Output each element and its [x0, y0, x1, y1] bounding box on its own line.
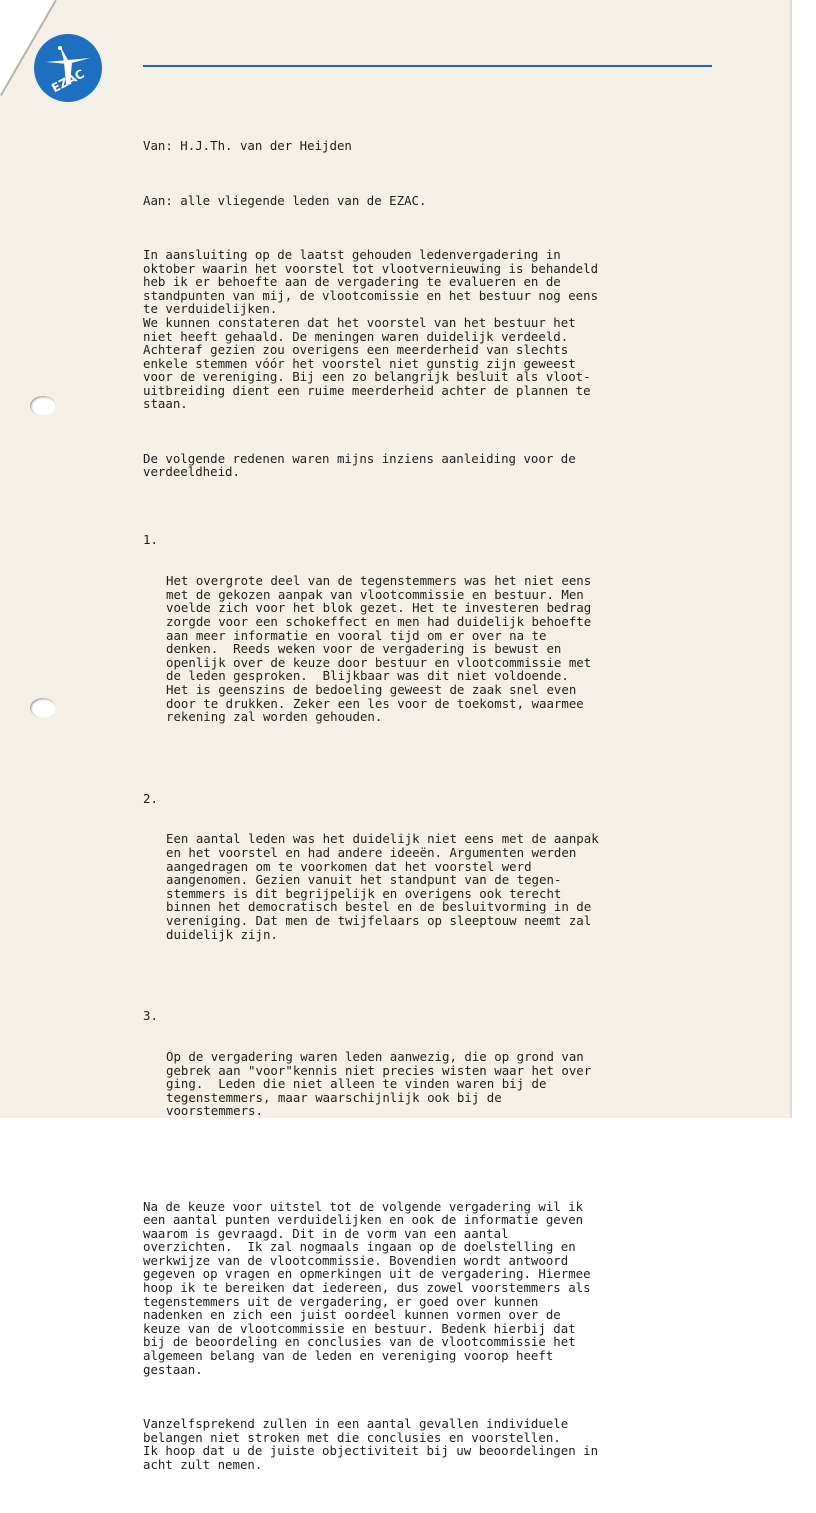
reason-text: Een aantal leden was het duidelijk niet eens met de aanpak en het voorstel en had andere ideeën. Argumenten werden aangedragen om te voorkomen dat het voorstel werd aangenomen. Gezien vanuit het standpunt van de tegen- stemmers is dit begrijpelijk en overigens ook terecht binnen het democratisch bestel en de besluitvorming in de vereniging. Dat men de twijfelaars op sleeptouw neemt zal duidelijk zijn.: [166, 831, 599, 942]
reason-number: 3.: [143, 1008, 158, 1024]
reasons-intro: De volgende redenen waren mijns inziens aanleiding voor de verdeeldheid.: [143, 450, 576, 480]
letter-body: [143, 112, 743, 1512]
followup-paragraph: Na de keuze voor uitstel tot de volgende vergadering wil ik een aantal punten verduidelijken en ook de informatie geven waarom is gevraagd. Dit in de vorm van een aantal overzichten. Ik zal nogmaals ingaan op de doelstelling en werkwijze van de vlootcommissie. Bovendien wordt antwoord gegeven op vragen en opmerkingen uit de vergadering. Hiermee hoop ik te bereiken dat iedereen, dus zowel voorstemmers als tegenstemmers uit de vergadering, er goed over kunnen nadenken en zich een juist oordeel kunnen vormen over de keuze van de vlootcommissie en bestuur. Bedenk hierbij dat bij de beoordeling en conclusies van de vlootcommissie het algemeen belang van de leden en vereniging voorop heeft gestaan.: [143, 1198, 591, 1377]
closing-paragraph: Vanzelfsprekend zullen in een aantal gevallen individuele belangen niet stroken met die conclusies en voorstellen. Ik hoop dat u de juiste objectiviteit bij uw beoordelingen in acht zult nemen.: [143, 1416, 599, 1472]
ezac-logo: [34, 34, 102, 102]
reason-item: [143, 1009, 743, 1145]
punch-hole-bottom: [30, 698, 56, 718]
reason-number: 1.: [143, 532, 158, 548]
reason-text: Op de vergadering waren leden aanwezig, die op grond van gebrek aan "voor"kennis niet precies wisten waar het over ging. Leden die niet alleen te vinden waren bij de tegenstemmers, maar waarschijnlijk ook bij de voorstemmers.: [166, 1048, 592, 1119]
intro-paragraph: In aansluiting op de laatst gehouden ledenvergadering in oktober waarin het voorstel tot vlootvernieuwing is behandeld heb ik er behoefte aan de vergadering te evalueren en de standpunten van mij, de vlootcomissie en het bestuur nog eens te verduidelijken. We kunnen constateren dat het voorstel van het bestuur het niet heeft gehaald. De meningen waren duidelijk verdeeld. Achteraf gezien zou overigens een meerderheid van slechts enkele stemmen vóór het voorstel niet gunstig zijn geweest voor de vereniging. Bij een zo belangrijk besluit als vloot- uitbreiding dient een ruime meerderheid achter de plannen te staan.: [143, 246, 599, 412]
recipient-line: Aan: alle vliegende leden van de EZAC.: [143, 192, 427, 208]
punch-hole-top: [30, 396, 56, 416]
sender-line: Van: H.J.Th. van der Heijden: [143, 138, 352, 154]
reason-item: [143, 533, 743, 751]
reason-item: [143, 792, 743, 969]
reason-text: Het overgrote deel van de tegenstemmers was het niet eens met de gekozen aanpak van vlootcommissie en bestuur. Men voelde zich voor het blok gezet. Het te investeren bedrag zorgde voor een schokeffect en men had duidelijk behoefte aan meer informatie en vooral tijd om er over na te denken. Reeds weken voor de vergadering is bewust en openlijk over de keuze door bestuur en vlootcommissie met de leden gesproken. Blijkbaar was dit niet voldoende. Het is geenszins de bedoeling geweest de zaak snel even door te drukken. Zeker een les voor de toekomst, waarmee rekening zal worden gehouden.: [166, 573, 592, 725]
logo-text: EZAC: [49, 66, 87, 96]
reason-number: 2.: [143, 790, 158, 806]
header-rule: [143, 65, 712, 67]
